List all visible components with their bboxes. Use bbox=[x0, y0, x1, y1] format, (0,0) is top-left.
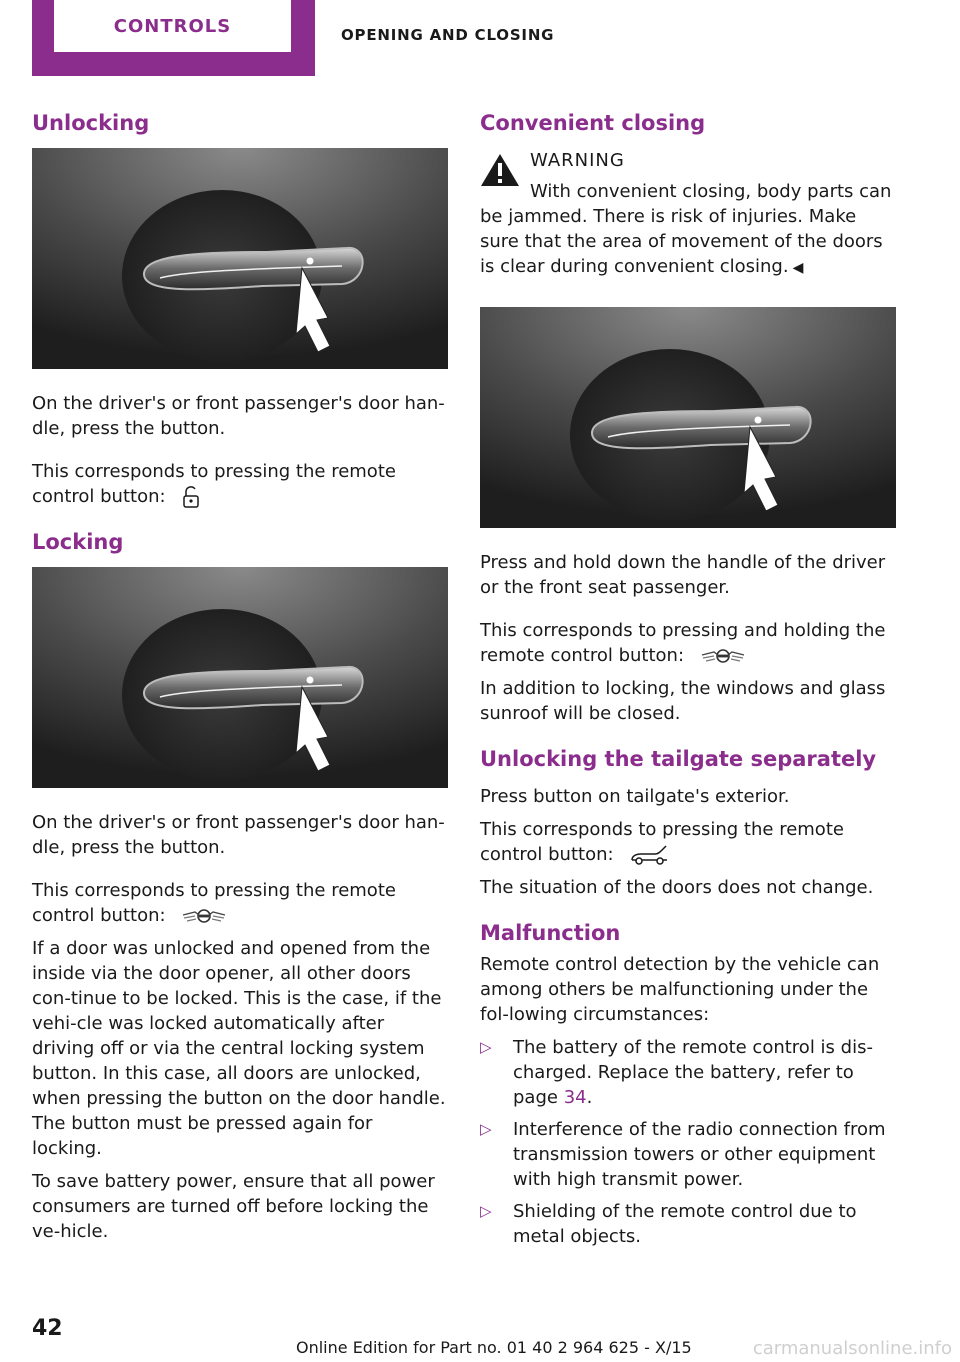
door-handle-arrow-photo bbox=[32, 567, 448, 788]
watermark: carmanualsonline.info bbox=[752, 1338, 952, 1359]
malfunction-intro: Remote control detection by the vehicle can among others be malfunctioning under the fol‐lowing circumstances: bbox=[480, 954, 880, 1025]
warning-title: WARNING bbox=[530, 150, 625, 171]
convenient-text-2: This corresponds to pressing and holding the remote control button: bbox=[480, 620, 886, 666]
warning-text-first: With convenient closing, body parts can bbox=[530, 181, 892, 202]
bullet-arrow-icon: ▷ bbox=[480, 1038, 492, 1056]
heading-unlocking-tailgate: Unlocking the tailgate separately bbox=[480, 747, 877, 771]
bullet-arrow-icon: ▷ bbox=[480, 1202, 492, 1220]
heading-locking: Locking bbox=[32, 530, 124, 554]
list-item: ▷ Shielding of the remote control due to metal objects. bbox=[480, 1201, 857, 1247]
malfunction-list bbox=[480, 1035, 896, 1249]
locking-text-3: If a door was unlocked and opened from the inside via the door opener, all other doors con‐tinue to be locked. This is the case, if the vehi‐cle was locked automatically after driving off or via the central locking system button. In this case, all doors are unlocked, when pressing the button on the door handle. The button must be pressed again for locking. bbox=[32, 938, 446, 1159]
warning-text: be jammed. There is risk of injuries. Make sure that the area of movement of the doors is clear during convenient closing. ◀ bbox=[480, 206, 883, 277]
warning-block bbox=[480, 148, 896, 204]
unlocking-text-1: On the driver's or front passenger's door han‐dle, press the button. bbox=[32, 393, 445, 439]
edition-footer: Online Edition for Part no. 01 40 2 964 625 - X/15 bbox=[296, 1338, 692, 1357]
bullet-arrow-icon: ▷ bbox=[480, 1120, 492, 1138]
right-column bbox=[480, 108, 896, 1256]
mini-logo-icon bbox=[700, 647, 746, 665]
end-of-warning-mark: ◀ bbox=[792, 260, 804, 276]
warning-triangle-icon bbox=[480, 152, 520, 188]
convenient-text-1: Press and hold down the handle of the driver or the front seat passenger. bbox=[480, 552, 886, 598]
tab-controls[interactable]: CONTROLS bbox=[54, 0, 291, 52]
left-column bbox=[32, 108, 448, 1252]
list-item: ▷ Interference of the radio connection from transmission towers or other equipment with high transmit power. bbox=[480, 1119, 886, 1190]
list-item: ▷ The battery of the remote control is dis‐charged. Replace the battery, refer to page 34. bbox=[480, 1037, 873, 1108]
tailgate-text-2: This corresponds to pressing the remote control button: bbox=[480, 819, 844, 865]
tailgate-text-3: The situation of the doors does not change. bbox=[480, 877, 874, 898]
locking-text-2: This corresponds to pressing the remote control button: bbox=[32, 880, 396, 926]
page-number: 42 bbox=[32, 1316, 63, 1341]
heading-malfunction: Malfunction bbox=[480, 921, 621, 945]
unlock-icon bbox=[181, 485, 201, 509]
locking-text-4: To save battery power, ensure that all power consumers are turned off before locking the ve‐hicle. bbox=[32, 1171, 435, 1242]
car-tailgate-icon bbox=[629, 844, 671, 866]
section-title: OPENING AND CLOSING bbox=[341, 26, 555, 44]
heading-convenient-closing: Convenient closing bbox=[480, 111, 706, 135]
door-handle-arrow-photo bbox=[480, 307, 896, 528]
heading-unlocking: Unlocking bbox=[32, 111, 150, 135]
mini-logo-icon bbox=[181, 907, 227, 925]
unlocking-text-2: This corresponds to pressing the remote control button: bbox=[32, 461, 396, 507]
locking-text-1: On the driver's or front passenger's door han‐dle, press the button. bbox=[32, 812, 445, 858]
convenient-text-3: In addition to locking, the windows and glass sunroof will be closed. bbox=[480, 678, 886, 724]
page-link[interactable]: 34 bbox=[563, 1087, 587, 1108]
tailgate-text-1: Press button on tailgate's exterior. bbox=[480, 786, 790, 807]
door-handle-arrow-photo bbox=[32, 148, 448, 369]
